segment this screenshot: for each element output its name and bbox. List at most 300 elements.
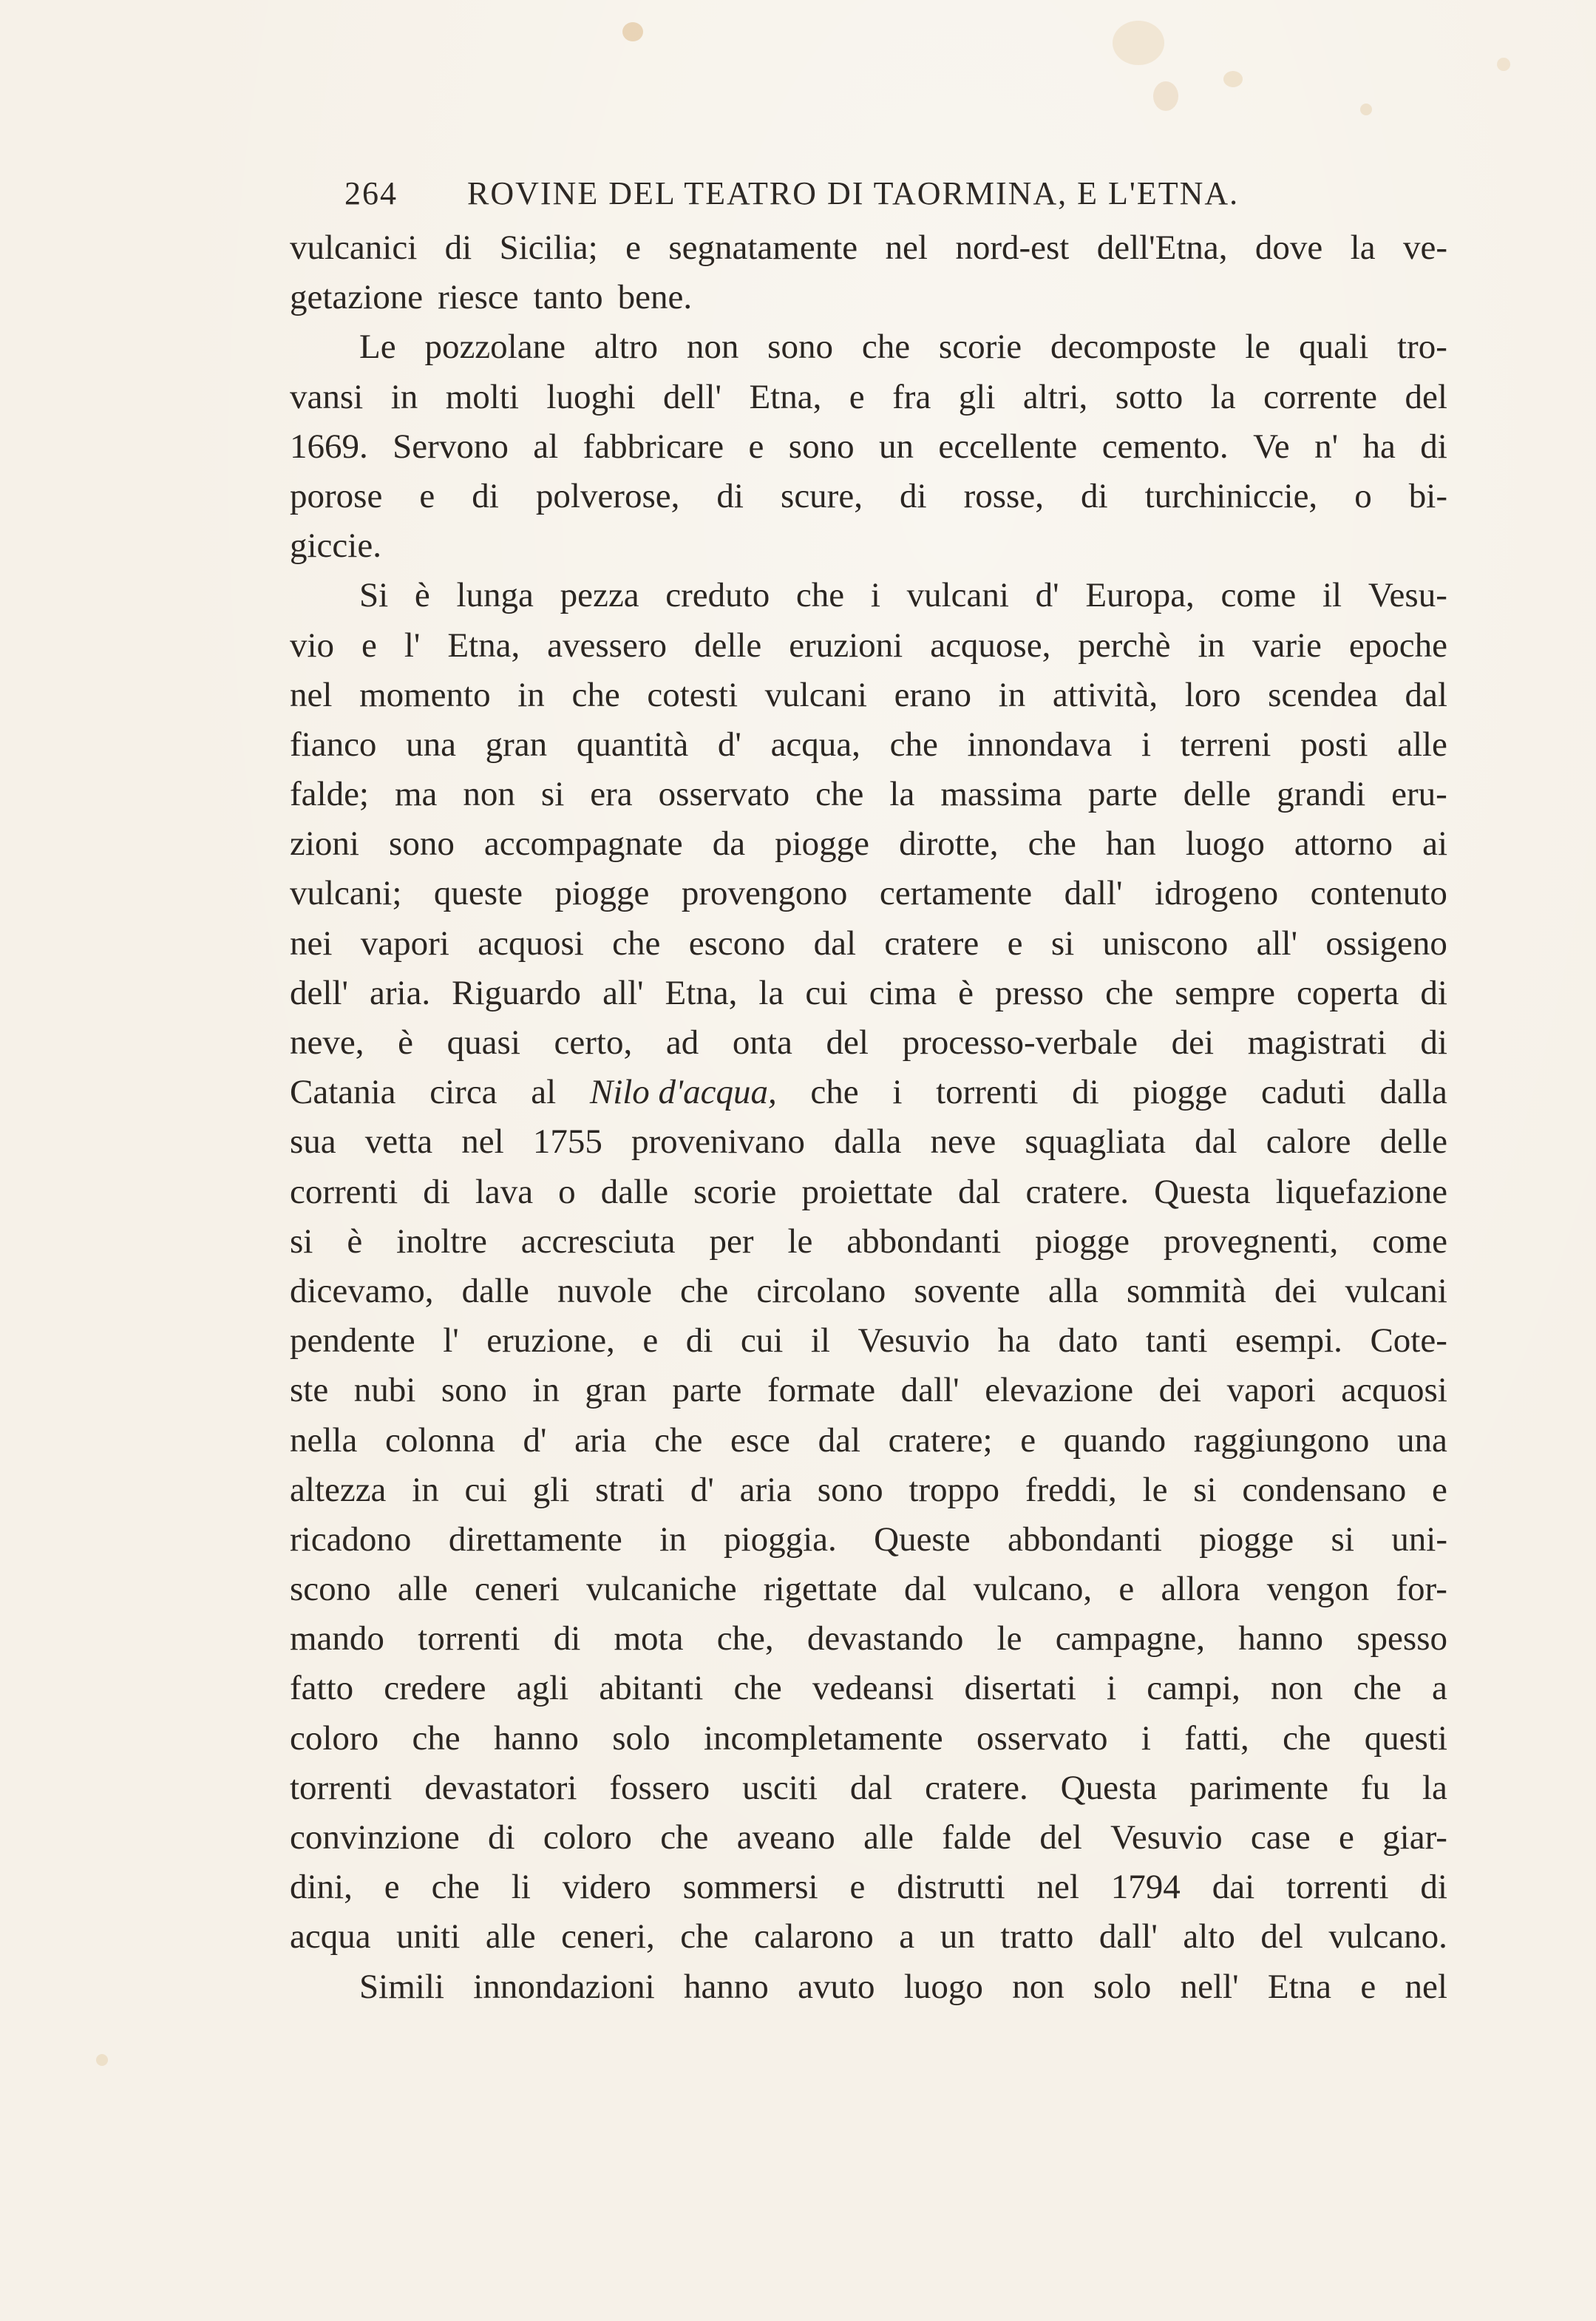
word: di xyxy=(1072,1073,1099,1112)
word: convinzione xyxy=(290,1818,460,1857)
word: e xyxy=(1432,1470,1447,1509)
word: grandi xyxy=(1277,775,1366,814)
text-line xyxy=(290,1813,1447,1863)
word: alle xyxy=(1397,725,1447,764)
word: vulcani; xyxy=(290,874,402,913)
word: e xyxy=(849,377,865,416)
word: cratere xyxy=(884,924,979,963)
word: 1794 xyxy=(1110,1868,1181,1907)
word: i xyxy=(1141,725,1151,764)
word: nel xyxy=(461,1122,504,1162)
word: acquosi xyxy=(1341,1371,1447,1410)
word: all' xyxy=(1256,924,1298,963)
word: certo, xyxy=(554,1023,633,1062)
word: fatto xyxy=(290,1669,354,1708)
word: Cote- xyxy=(1370,1321,1447,1361)
text-line xyxy=(290,1962,1447,2012)
word: dell'Etna, xyxy=(1096,228,1228,267)
text-line xyxy=(290,1068,1447,1117)
word: sommità xyxy=(1127,1271,1246,1310)
word: e xyxy=(419,476,435,515)
word: di xyxy=(553,1619,581,1658)
word: epoche xyxy=(1348,626,1447,665)
word: campi, xyxy=(1147,1669,1240,1708)
word: lava xyxy=(475,1172,534,1211)
word: d' xyxy=(690,1470,714,1509)
word: che xyxy=(660,1818,709,1857)
foxing-spot xyxy=(96,2054,108,2066)
word: luoghi xyxy=(546,377,636,416)
word: la xyxy=(1350,228,1376,267)
word: che xyxy=(733,1669,782,1708)
word: erano xyxy=(894,675,972,714)
word: alle xyxy=(863,1818,914,1857)
word: il xyxy=(1322,576,1342,615)
word: questi xyxy=(1364,1718,1447,1758)
word: esce xyxy=(730,1420,790,1460)
word: dal xyxy=(904,1570,947,1609)
word: solo xyxy=(612,1718,670,1758)
word: dal xyxy=(849,1768,893,1807)
word: piogge xyxy=(1035,1222,1130,1261)
word: cui xyxy=(740,1321,784,1361)
word: osservato xyxy=(977,1718,1108,1758)
word: non xyxy=(1270,1669,1323,1708)
word: dei xyxy=(1171,1023,1215,1062)
word: colonna xyxy=(385,1420,495,1460)
word: quasi xyxy=(446,1023,520,1062)
word: nubi xyxy=(353,1371,416,1410)
word: dalle xyxy=(461,1271,529,1310)
text-line xyxy=(290,1466,1447,1515)
text-line xyxy=(290,1316,1447,1366)
word: mota xyxy=(614,1619,684,1658)
word: Etna, xyxy=(665,973,738,1012)
word: si xyxy=(540,775,565,814)
word: dalla xyxy=(1379,1073,1447,1112)
word: scorie xyxy=(693,1172,777,1211)
word: sono xyxy=(767,328,833,367)
text-line xyxy=(290,770,1447,819)
word: processo-verbale xyxy=(902,1023,1138,1062)
word: nella xyxy=(290,1420,358,1460)
word: eruzioni xyxy=(789,626,903,665)
word: acquosi xyxy=(478,924,584,963)
word: 1669. xyxy=(290,427,368,466)
word: devastando xyxy=(807,1619,964,1658)
word: coloro xyxy=(290,1718,379,1758)
word: rosse, xyxy=(963,476,1044,515)
word: formate xyxy=(767,1371,876,1410)
word: è xyxy=(398,1023,414,1062)
word: Servono xyxy=(393,427,509,466)
word: cemento. xyxy=(1101,427,1229,466)
word: in xyxy=(1198,626,1226,665)
word: che xyxy=(810,1073,859,1112)
word: cratere; xyxy=(888,1420,993,1460)
word: che xyxy=(431,1868,480,1907)
word: onta xyxy=(732,1023,792,1062)
word: gli xyxy=(958,377,996,416)
word: luogo xyxy=(1185,824,1265,864)
text-line xyxy=(290,1714,1447,1763)
word: nel xyxy=(885,228,928,267)
word: parte xyxy=(672,1371,742,1410)
word: loro xyxy=(1184,675,1241,714)
word: dell' xyxy=(663,377,721,416)
word: e xyxy=(1339,1818,1354,1857)
word: al xyxy=(533,427,559,466)
word: quando xyxy=(1063,1420,1167,1460)
word: posti xyxy=(1300,725,1368,764)
word: torrenti xyxy=(1286,1868,1389,1907)
word: porose xyxy=(290,476,383,515)
word: a xyxy=(1432,1669,1447,1708)
foxing-spot xyxy=(1153,81,1178,111)
foxing-spot xyxy=(1113,21,1164,65)
word: troppo xyxy=(909,1470,1000,1509)
word: sono xyxy=(817,1470,883,1509)
word: scendea xyxy=(1268,675,1378,714)
text-line xyxy=(290,1267,1447,1316)
word: fu xyxy=(1360,1768,1390,1807)
word: dei xyxy=(1274,1271,1317,1310)
word: neve, xyxy=(290,1023,364,1062)
word: devastatori xyxy=(424,1768,577,1807)
word: del xyxy=(826,1023,869,1062)
word: Riguardo xyxy=(452,973,582,1012)
word: nel xyxy=(1036,1868,1079,1907)
word: pozzolane xyxy=(424,328,566,367)
text-line xyxy=(290,1664,1447,1713)
word: vulcanici xyxy=(290,228,418,267)
word: che xyxy=(680,1917,729,1956)
word: campagne, xyxy=(1055,1619,1205,1658)
word: di xyxy=(685,1321,713,1361)
word: vulcani xyxy=(764,675,867,714)
word: dell' xyxy=(290,973,348,1012)
word: rigettate xyxy=(763,1570,877,1609)
word: fianco xyxy=(290,725,377,764)
word: luogo xyxy=(903,1967,983,2006)
text-line xyxy=(290,521,1447,571)
word: in xyxy=(998,675,1026,714)
word: Sicilia; xyxy=(499,228,598,267)
foxing-spot xyxy=(1360,104,1372,115)
word: massima xyxy=(940,775,1062,814)
word: vapori xyxy=(360,924,449,963)
word: altro xyxy=(594,328,658,367)
word: quali xyxy=(1299,328,1369,367)
word: abbondanti xyxy=(1008,1519,1162,1559)
word: aria xyxy=(739,1470,792,1509)
word: dei xyxy=(1158,1371,1202,1410)
word: getazione xyxy=(290,278,424,317)
word: gran xyxy=(485,725,548,764)
word: Vesuvio xyxy=(1110,1818,1223,1857)
word: dall' xyxy=(1064,874,1123,913)
word: che xyxy=(571,675,620,714)
text-line xyxy=(290,472,1447,521)
word: piogge xyxy=(775,824,870,864)
word: segnatamente xyxy=(668,228,858,267)
word: eru- xyxy=(1391,775,1447,814)
word: Queste xyxy=(874,1519,971,1559)
text-line xyxy=(290,373,1447,422)
word: i xyxy=(892,1073,903,1112)
word: in xyxy=(517,675,545,714)
word: è xyxy=(958,973,974,1012)
word: gran xyxy=(585,1371,647,1410)
word: condensano xyxy=(1242,1470,1407,1509)
word: attorno xyxy=(1294,824,1393,864)
word: ha xyxy=(1362,427,1396,466)
word: ste xyxy=(290,1371,329,1410)
word: cima xyxy=(869,973,937,1012)
word: quantità xyxy=(576,725,689,764)
word: che, xyxy=(716,1619,774,1658)
text-line xyxy=(290,571,1447,620)
word: eruzione, xyxy=(486,1321,615,1361)
word: o xyxy=(558,1172,576,1211)
word: idrogeno xyxy=(1155,874,1279,913)
word: coperta xyxy=(1297,973,1399,1012)
word: elevazione xyxy=(985,1371,1134,1410)
word: da xyxy=(712,824,746,864)
italic-phrase: Nilo d'acqua, xyxy=(589,1073,777,1112)
word: mando xyxy=(290,1619,384,1658)
word: alto xyxy=(1183,1917,1235,1956)
word: e xyxy=(625,228,641,267)
word: di xyxy=(444,228,472,267)
word: e xyxy=(1118,1570,1135,1609)
word: incompletamente xyxy=(703,1718,943,1758)
word: è xyxy=(414,576,430,615)
word: distrutti xyxy=(897,1868,1005,1907)
word: credere xyxy=(384,1669,486,1708)
word: e xyxy=(642,1321,659,1361)
word: di xyxy=(472,476,499,515)
word: dicevamo, xyxy=(290,1271,434,1310)
word: Etna, xyxy=(447,626,520,665)
word: o xyxy=(1354,476,1372,515)
word: vetta xyxy=(364,1122,433,1162)
word: hanno xyxy=(1238,1619,1324,1658)
word: parte xyxy=(1087,775,1158,814)
word: dalle xyxy=(600,1172,669,1211)
word: dove xyxy=(1254,228,1323,267)
word: piogge xyxy=(1199,1519,1294,1559)
word: che xyxy=(861,328,911,367)
word: acquose, xyxy=(930,626,1051,665)
word: vapori xyxy=(1226,1371,1316,1410)
word: Ve xyxy=(1253,427,1290,466)
word: attività, xyxy=(1052,675,1158,714)
word: magistrati xyxy=(1247,1023,1387,1062)
word: abitanti xyxy=(599,1669,704,1708)
text-line xyxy=(290,1515,1447,1565)
word: in xyxy=(412,1470,439,1509)
word: del xyxy=(1405,377,1447,416)
word: di xyxy=(900,476,927,515)
word: inoltre xyxy=(396,1222,487,1261)
word: sono xyxy=(389,824,455,864)
word: cui xyxy=(464,1470,507,1509)
word: Questa xyxy=(1154,1172,1251,1211)
word: di xyxy=(1420,427,1447,466)
word: altri, xyxy=(1022,377,1088,416)
word: di xyxy=(1420,1868,1447,1907)
word: Catania xyxy=(290,1073,396,1112)
word: innondazioni xyxy=(473,1967,655,2006)
word: bi- xyxy=(1408,476,1447,515)
word: torrenti xyxy=(290,1768,393,1807)
text-line xyxy=(290,819,1447,869)
word: nord-est xyxy=(955,228,1070,267)
word: bene. xyxy=(617,278,693,317)
word: Questa xyxy=(1060,1768,1158,1807)
word: del xyxy=(1039,1818,1082,1857)
word: la xyxy=(1422,1768,1447,1807)
word: avessero xyxy=(547,626,667,665)
word: sua xyxy=(290,1122,336,1162)
word: tratto xyxy=(1000,1917,1074,1956)
word: neve xyxy=(930,1122,996,1162)
word: dal xyxy=(957,1172,1001,1211)
word: vedeansi xyxy=(812,1669,934,1708)
word: osservato xyxy=(658,775,790,814)
word: disertati xyxy=(964,1669,1076,1708)
word: tanti xyxy=(1145,1321,1208,1361)
word: dal xyxy=(1195,1122,1237,1162)
word: torrenti xyxy=(936,1073,1039,1112)
word: cratere. xyxy=(1025,1172,1130,1211)
word: scure, xyxy=(781,476,863,515)
text-line xyxy=(290,969,1447,1018)
word: queste xyxy=(433,874,523,913)
word: e xyxy=(1007,924,1023,963)
word: di xyxy=(423,1172,450,1211)
word: provenivano xyxy=(631,1122,805,1162)
word: scorie xyxy=(938,328,1022,367)
word: innondava xyxy=(967,725,1113,764)
word: si xyxy=(1193,1470,1217,1509)
word: scono xyxy=(290,1570,371,1609)
text-line xyxy=(290,223,1447,273)
word: aveano xyxy=(736,1818,835,1857)
word: n' xyxy=(1314,427,1339,466)
word: a xyxy=(899,1917,915,1956)
word: proiettate xyxy=(801,1172,933,1211)
word: una xyxy=(406,725,456,764)
text-line xyxy=(290,1614,1447,1664)
word: calarono xyxy=(753,1917,874,1956)
word: agli xyxy=(516,1669,569,1708)
word: vulcano, xyxy=(973,1570,1093,1609)
foxing-spot xyxy=(1223,71,1243,87)
body-text xyxy=(290,223,1447,2012)
word: tanto xyxy=(533,278,603,317)
word: direttamente xyxy=(448,1519,622,1559)
word: che xyxy=(1353,1669,1402,1708)
word: accompagnate xyxy=(483,824,683,864)
word: avuto xyxy=(798,1967,875,2006)
word: corrente xyxy=(1263,377,1378,416)
word: vulcaniche xyxy=(586,1570,737,1609)
word: e xyxy=(849,1868,866,1907)
word: ossigeno xyxy=(1325,924,1447,963)
word: dini, xyxy=(290,1868,353,1907)
word: eccellente xyxy=(938,427,1078,466)
word: cotesti xyxy=(647,675,738,714)
foxing-spot xyxy=(1497,58,1510,71)
word: for- xyxy=(1396,1570,1447,1609)
text-line xyxy=(290,720,1447,770)
word: che xyxy=(815,775,864,814)
word: squagliata xyxy=(1025,1122,1166,1162)
word: usciti xyxy=(742,1768,818,1807)
word: sommersi xyxy=(682,1868,818,1907)
text-line xyxy=(290,1863,1447,1912)
word: aria. xyxy=(369,973,431,1012)
word: le xyxy=(996,1619,1022,1658)
word: alle xyxy=(485,1917,536,1956)
word: ma xyxy=(395,775,438,814)
word: cui xyxy=(805,973,848,1012)
word: e xyxy=(1020,1420,1036,1460)
word: come xyxy=(1372,1222,1447,1261)
word: han xyxy=(1105,824,1156,864)
running-header xyxy=(344,175,1276,226)
word: Si xyxy=(359,576,389,615)
word: vulcano. xyxy=(1328,1917,1447,1956)
word: presso xyxy=(994,973,1084,1012)
word: che xyxy=(889,725,938,764)
word: provengono xyxy=(681,874,848,913)
text-line xyxy=(290,869,1447,918)
word: dal xyxy=(818,1420,860,1460)
word: dal xyxy=(1405,675,1447,714)
text-line xyxy=(290,273,1447,322)
word: sempre xyxy=(1175,973,1276,1012)
text-line xyxy=(290,1217,1447,1267)
word: caduti xyxy=(1260,1073,1346,1112)
word: ve- xyxy=(1402,228,1447,267)
word: una xyxy=(1396,1420,1447,1460)
text-line xyxy=(290,1763,1447,1813)
word: freddi, xyxy=(1025,1470,1117,1509)
text-line xyxy=(290,1366,1447,1415)
word: 1755 xyxy=(532,1122,602,1162)
word: è xyxy=(347,1222,363,1261)
word: d' xyxy=(717,725,741,764)
word: e xyxy=(384,1868,400,1907)
word: allora xyxy=(1161,1570,1240,1609)
word: nuvole xyxy=(557,1271,652,1310)
word: che xyxy=(1105,973,1154,1012)
text-line xyxy=(290,1018,1447,1068)
word: hanno xyxy=(494,1718,579,1758)
word: molti xyxy=(445,377,519,416)
word: sotto xyxy=(1115,377,1184,416)
word: dato xyxy=(1058,1321,1118,1361)
word: i xyxy=(870,576,880,615)
word: si xyxy=(1050,924,1075,963)
word: la xyxy=(889,775,915,814)
word: tro- xyxy=(1397,328,1447,367)
word: vengon xyxy=(1266,1570,1370,1609)
word: pioggia. xyxy=(724,1519,837,1559)
